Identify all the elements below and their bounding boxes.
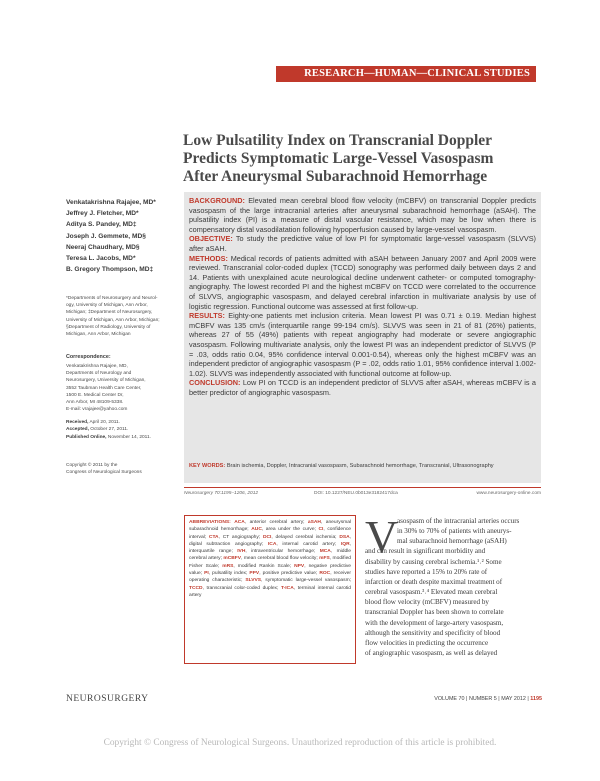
abbreviation-definition: , CT angiography; xyxy=(218,534,261,540)
correspondence-line: Ann Arbor, MI 48109-5338. xyxy=(66,400,124,406)
correspondence-line: 3552 Taubman Health Care Center, xyxy=(66,385,142,391)
abbreviation-definition: , digital subtraction angiography; xyxy=(189,534,352,547)
footer-issue-info: VOLUME 70 | NUMBER 5 | MAY 2012 | 1195 xyxy=(434,696,542,702)
copyright-line: Copyright © 2011 by the xyxy=(66,463,118,468)
abbreviation-definition: , receiver operating characteristic; xyxy=(189,571,351,584)
copyright-line: Congress of Neurological Surgeons xyxy=(66,470,142,476)
abbreviation-definition: , intraventricular hemorrhage; xyxy=(245,549,316,555)
abbreviation-term: T-ICA xyxy=(280,585,294,591)
correspondence-heading: Correspondence: xyxy=(66,354,111,360)
abstract-background: BACKGROUND: Elevated mean cerebral blood flow velocity (mCBFV) on transcranial Doppler predicts vasospasm of the large intracranial arteries after aneurysmal subarachnoid hemorrhage (aSAH). The pulsatility index (PI) is a measure of distal vascular resistance, which may be low when there is compensatory distal vasodilatation following hypoperfusion caused by large-vessel vasospasm. xyxy=(189,196,536,234)
abbreviation-term: CTA xyxy=(208,534,219,540)
body-text xyxy=(365,511,540,658)
abbreviation-definition: , aneurysmal subarachnoid hemorrhage; xyxy=(189,520,352,533)
abstract-methods: METHODS: Medical records of patients admitted with aSAH between January 2007 and April 2009 were reviewed. Transcranial color-coded duplex (TCCD) sonography was performed daily between days 2 and 14. Patients with unexplained acute neurological decline underwent catheter- or computed tomography-angiography. The lowest recorded PI and the highest mCBFV on TCCD were correlated to the occurrence of SLVVS, angiographic vasospasm, and delayed cerebral infarction in multivariate analysis by use of logistic regression. Functional outcome was assessed at first follow-up. xyxy=(189,253,537,311)
body-line: although the sensitivity and specificity of blood xyxy=(365,628,501,637)
body-line: and can result in significant morbidity and xyxy=(365,547,486,556)
date-received: Received, April 20, 2011. xyxy=(66,420,121,425)
footer-number: NUMBER 5 xyxy=(468,696,497,702)
affiliation-line: Michigan; ‡Department of Neurosurgery, xyxy=(66,310,153,316)
journal-url[interactable]: www.neurosurgery-online.com xyxy=(476,491,541,496)
footer-volume: VOLUME 70 xyxy=(434,696,465,702)
abbreviation-term: TCCD xyxy=(189,585,203,591)
abbreviation-definition: , anterior cerebral artery; xyxy=(244,520,305,525)
drop-cap: V xyxy=(365,511,399,562)
body-line: in 30% to 70% of patients with aneurys- xyxy=(397,527,512,536)
abbreviation-term: ROC xyxy=(319,571,331,577)
abbreviation-definition: , mean cerebral blood flow velocity; xyxy=(241,556,318,562)
bottom-copyright: Copyright © Congress of Neurological Surgeons. Unauthorized reproduction of this article is prohibited. xyxy=(103,738,497,748)
title-line: Predicts Symptomatic Large-Vessel Vasospasm xyxy=(183,150,494,167)
abbreviation-term: IVH xyxy=(237,549,246,555)
title-line: After Aneurysmal Subarachnoid Hemorrhage xyxy=(183,168,488,185)
article-title xyxy=(183,132,543,186)
author-list xyxy=(66,197,178,275)
abbreviation-definition: , interquartile range; xyxy=(189,541,352,555)
affiliation-line: §Department of Radiology, University of xyxy=(66,324,151,330)
abbreviation-definition: , pulsatility index; xyxy=(208,571,248,577)
date-accepted: Accepted, October 27, 2011. xyxy=(66,427,129,433)
body-line: blood flow velocity (mCBFV) measured by xyxy=(365,598,489,607)
correspondence-line: Departments of Neurology and xyxy=(66,371,132,377)
abbreviation-definition: , terminal internal carotid artery xyxy=(189,585,351,598)
body-line: disability by causing cerebral ischemia.¹˒² Some xyxy=(365,557,502,566)
divider xyxy=(184,487,541,488)
affiliation-line: ogy, University of Michigan, Ann Arbor, xyxy=(66,303,148,309)
abbreviation-term: NPV xyxy=(294,563,305,569)
citation: Neurosurgery 70:1195–1206, 2012 xyxy=(184,491,259,496)
abbreviation-definition: , modified Rankin Scale; xyxy=(233,563,292,569)
abbreviation-term: DSA xyxy=(339,534,350,540)
correspondence xyxy=(66,363,180,413)
correspondence-email[interactable]: E-mail: vrajajee@yahoo.com xyxy=(66,407,128,413)
author: B. Gregory Thompson, MD‡ xyxy=(66,266,154,274)
body-line: of angiographic vasospasm, as well as delayed xyxy=(365,649,498,658)
abbreviation-term: AUC xyxy=(251,527,262,533)
correspondence-line: Venkatakrishna Rajajee, MD, xyxy=(66,364,128,369)
abbreviation-term: PPV xyxy=(249,571,260,577)
author: Venkatakrishna Rajajee, MD* xyxy=(66,199,156,206)
author: Teresa L. Jacobs, MD* xyxy=(66,255,136,263)
body-line: with the development of large-artery vasospasm, xyxy=(365,618,504,627)
author: Aditya S. Pandey, MD‡ xyxy=(66,221,137,229)
affiliation-line: Michigan, Ann Arbor, Michigan xyxy=(66,332,131,338)
abbreviation-definition: , symptomatic large-vessel vasospasm; xyxy=(261,578,352,584)
abbreviation-definition: , negative predictive value; xyxy=(189,563,352,577)
abbreviation-definition: , confidence interval; xyxy=(189,527,351,540)
keywords: KEY WORDS: Brain ischemia, Doppler, Intracranial vasospasm, Subarachnoid hemorrhage, Transcranial, Ultrasonography xyxy=(189,463,494,469)
title-line: Low Pulsatility Index on Transcranial Doppler xyxy=(183,132,493,149)
abbreviation-definition: , transcranial color-coded duplex; xyxy=(202,585,279,591)
body-line: infarction or death despite maximal treatment of xyxy=(365,577,503,586)
abbreviation-term: ICA xyxy=(267,541,277,547)
copyright-notice xyxy=(66,462,184,477)
abbreviation-list xyxy=(189,520,351,598)
author: Joseph J. Gemmete, MD§ xyxy=(66,232,146,240)
affiliation-line: University of Michigan, Ann Arbor, Michigan; xyxy=(66,317,160,323)
footer-page: 1195 xyxy=(530,696,542,702)
abbreviation-term: PI xyxy=(204,571,209,577)
abstract-results: RESULTS: Eighty-one patients met inclusion criteria. Mean lowest PI was 0.71 ± 0.19. Median highest mCBFV was 135 cm/s (interquartile range 99-194 cm/s). SLVVS was seen in 21 of 81 (26%) patients, whereas 27 of 55 (49%) patients with repeat angiography had moderate or severe angiographic vasospasm. Following multivariate analysis, only the lowest PI was an independent predictor of SLVVS (P = .03, odds ratio 0.04, 95% confidence interval 0.001-0.54), whereas only the highest mCBFV was an independent predictor of angiographic vasospasm (P = .02, odds ratio 1.01, 95% confidence interval 1.002-1.02). SLVVS was independently associated with functional outcome at follow-up. xyxy=(189,311,536,378)
abbreviation-definition: , modified Fisher Scale; xyxy=(189,556,352,569)
footer-date: MAY 2012 xyxy=(501,696,526,702)
article-dates xyxy=(66,419,184,441)
abbreviation-definition: , middle cerebral artery; xyxy=(189,549,351,562)
abbreviation-definition: , delayed cerebral ischemia; xyxy=(271,534,337,540)
author: Neeraj Chaudhary, MD§ xyxy=(66,243,140,251)
body-line: mal subarachnoid hemorrhage (aSAH) xyxy=(397,537,507,546)
abbreviation-term: DCI xyxy=(262,534,272,540)
abbreviation-term: aSAH xyxy=(307,520,321,525)
section-banner: RESEARCH—HUMAN—CLINICAL STUDIES xyxy=(276,66,536,82)
abbreviation-term: MCA xyxy=(319,549,331,555)
abbreviation-definition: , internal carotid artery; xyxy=(276,541,337,547)
abbreviation-definition: , area under the curve; xyxy=(261,527,316,533)
abbreviation-definition: , positive predictive value; xyxy=(259,571,318,577)
body-line: transcranial Doppler has been shown to correlate xyxy=(365,608,504,617)
doi[interactable]: DOI: 10.1227/NEU.0b013e3182417dca xyxy=(314,491,398,496)
abbreviation-term: IQR xyxy=(340,541,350,547)
affiliations xyxy=(66,295,180,338)
abstract xyxy=(189,196,536,397)
body-line: asospasm of the intracranial arteries occurs xyxy=(397,517,520,525)
abbreviations xyxy=(189,519,351,599)
author: Jeffrey J. Fletcher, MD* xyxy=(66,210,139,218)
abstract-conclusion: CONCLUSION: Low PI on TCCD is an independent predictor of SLVVS after aSAH, whereas mCBFV is a better predictor of angiographic vasospasm. xyxy=(189,378,536,397)
abbreviation-term: SLVVS xyxy=(245,578,262,584)
journal-logo: NEUROSURGERY xyxy=(66,694,149,704)
abbreviation-term: CI xyxy=(318,527,324,533)
correspondence-line: 1500 E. Medical Center Dr, xyxy=(66,392,124,398)
affiliation-line: *Departments of Neurosurgery and Neurol- xyxy=(66,296,158,301)
abbreviations-label: ABBREVIATIONS: xyxy=(189,520,231,525)
abbreviation-term: mFS xyxy=(319,556,330,562)
abbreviation-term: ACA xyxy=(234,520,245,525)
body-line: studies have reported a 15% to 20% rate of xyxy=(365,567,488,576)
body-line: flow velocities in predicting the occurrence xyxy=(365,638,489,647)
abbreviation-term: mCBFV xyxy=(223,556,242,562)
date-published: Published Online, November 14, 2011. xyxy=(66,434,151,440)
body-line: cerebral vasospasm.³˒⁴ Elevated mean cerebral xyxy=(365,588,498,597)
abbreviation-term: mRS xyxy=(222,563,234,569)
correspondence-line: Neurosurgery, University of Michigan, xyxy=(66,378,146,384)
abstract-objective: OBJECTIVE: To study the predictive value of low PI for symptomatic large-vessel vasospasm (SLVVS) after aSAH. xyxy=(189,234,536,253)
